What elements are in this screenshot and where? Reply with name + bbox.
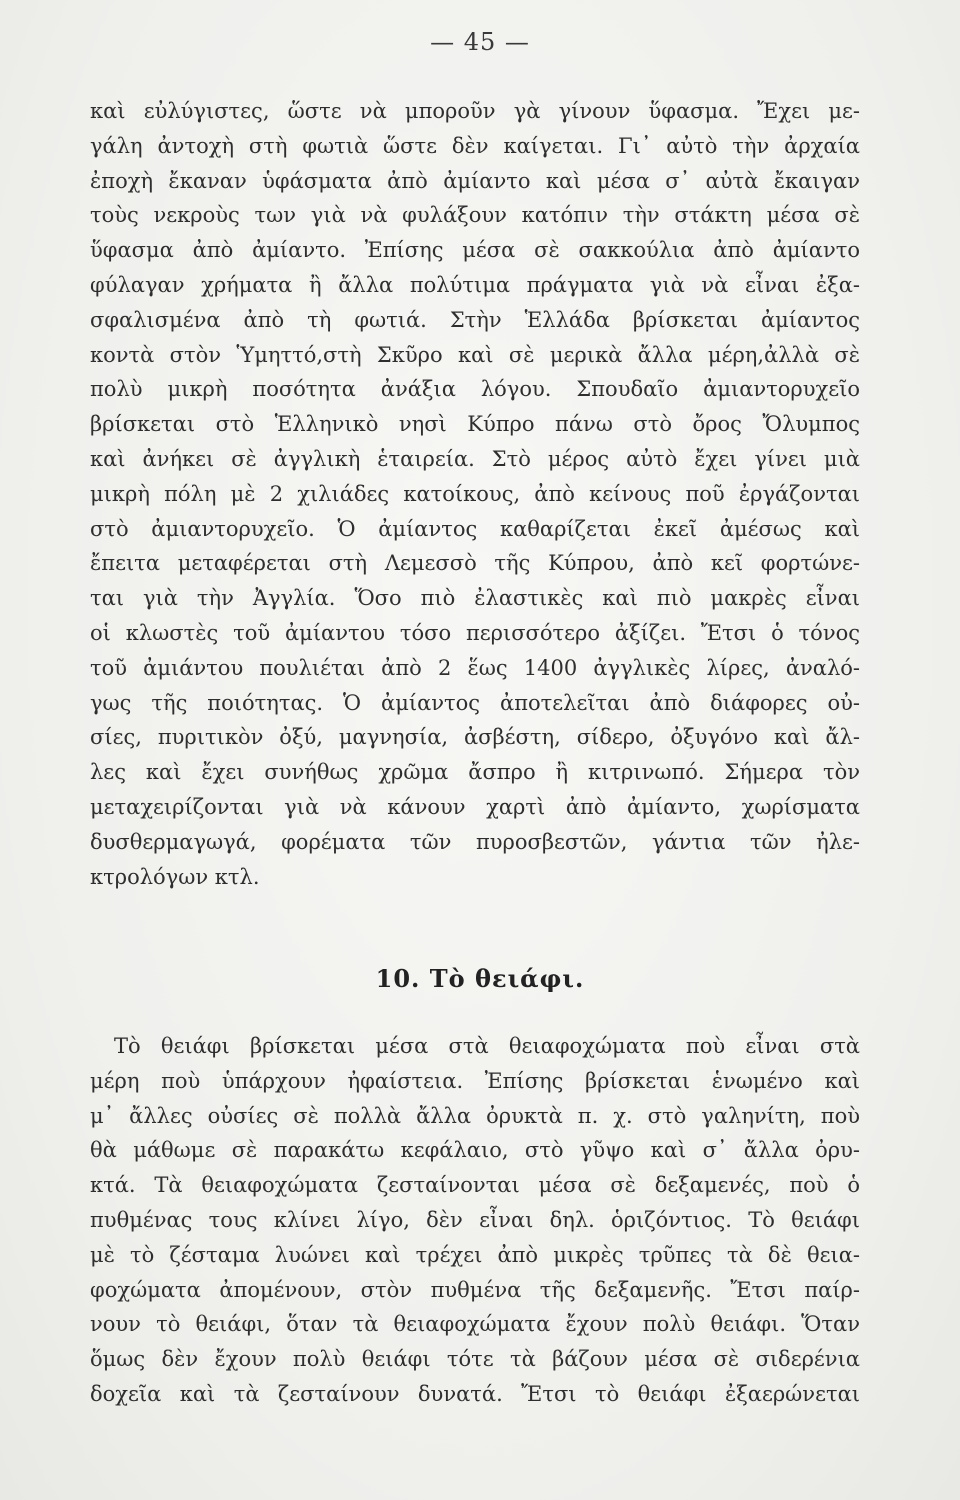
paragraph-sulfur [90, 1029, 860, 1412]
text-line: καὶ ἀνήκει σὲ ἀγγλικὴ ἑταιρεία. Στὸ μέρος αὐτὸ ἔχει γίνει μιὰ [90, 446, 860, 471]
text-line: Τὸ θειάφι βρίσκεται μέσα στὰ θειαφοχώματα ποὺ εἶναι στὰ [114, 1034, 860, 1058]
text-line: τοῦ ἀμιάντου πουλιέται ἀπὸ 2 ἕως 1400 ἀγγλικὲς λίρες, ἀναλό- [90, 655, 860, 680]
text-line: φοχώματα ἀπομένουν, στὸν πυθμένα τῆς δεξαμενῆς. Ἔτσι παίρ- [90, 1277, 860, 1302]
text-line: φύλαγαν χρήματα ἢ ἄλλα πολύτιμα πράγματα γιὰ νὰ εἶναι ἐξα- [90, 272, 860, 297]
text-line: δοχεῖα καὶ τὰ ζεσταίνουν δυνατά. Ἔτσι τὸ θειάφι ἐξαερώνεται [90, 1381, 860, 1406]
text-line: σίες, πυριτικὸν ὀξύ, μαγνησία, ἀσβέστη, σίδερο, ὀξυγόνο καὶ ἄλ- [90, 725, 860, 750]
text-line: βρίσκεται στὸ Ἑλληνικὸ νησὶ Κύπρο πάνω στὸ ὄρος Ὄλυμπος [90, 412, 860, 437]
text-line: μέρη ποὺ ὑπάρχουν ἠφαίστεια. Ἐπίσης βρίσκεται ἑνωμένο καὶ [90, 1068, 860, 1093]
text-line: γως τῆς ποιότητας. Ὁ ἀμίαντος ἀποτελεῖται ἀπὸ διάφορες οὐ- [90, 690, 860, 715]
text-line: μ᾽ ἄλλες οὐσίες σὲ πολλὰ ἄλλα ὀρυκτὰ π. χ. στὸ γαληνίτη, ποὺ [90, 1103, 860, 1128]
text-line: κτρολόγων κτλ. [90, 864, 260, 889]
text-line: λες καὶ ἔχει συνήθως χρῶμα ἄσπρο ἢ κιτρινωπό. Σήμερα τὸν [90, 760, 860, 785]
text-line: οἱ κλωστὲς τοῦ ἀμίαντου τόσο περισσότερο ἀξίζει. Ἔτσι ὁ τόνος [90, 620, 860, 645]
text-line: θὰ μάθωμε σὲ παρακάτω κεφάλαιο, στὸ γῦψο καὶ σ᾽ ἄλλα ὀρυ- [90, 1138, 860, 1163]
section-heading: 10. Τὸ θειάφι. [375, 964, 585, 993]
text-line: κτά. Τὰ θειαφοχώματα ζεσταίνονται μέσα σὲ δεξαμενές, ποὺ ὁ [90, 1173, 860, 1198]
text-line: πολὺ μικρὴ ποσότητα ἀνάξια λόγου. Σπουδαῖο ἀμιαντορυχεῖο [90, 377, 860, 402]
paragraph-asbestos [90, 94, 860, 894]
text-line: τοὺς νεκροὺς των γιὰ νὰ φυλάξουν κατόπιν τὴν στάκτη μέσα σὲ [90, 203, 860, 228]
text-line: γάλη ἀντοχὴ στὴ φωτιὰ ὥστε δὲν καίγεται. Γι᾽ αὐτὸ τὴν ἀρχαία [90, 133, 860, 158]
text-line: ἔπειτα μεταφέρεται στὴ Λεμεσσὸ τῆς Κύπρου, ἀπὸ κεῖ φορτώνε- [90, 551, 860, 576]
text-line: ται γιὰ τὴν Ἀγγλία. Ὅσο πιὸ ἐλαστικὲς καὶ πιὸ μακρὲς εἶναι [90, 586, 860, 611]
text-line: μὲ τὸ ζέσταμα λυώνει καὶ τρέχει ἀπὸ μικρὲς τρῦπες τὰ δὲ θεια- [90, 1242, 860, 1267]
text-line: δυσθερμαγωγά, φορέματα τῶν πυροσβεστῶν, γάντια τῶν ἠλε- [90, 829, 860, 854]
text-line: καὶ εὐλύγιστες, ὥστε νὰ μποροῦν γὰ γίνουν ὕφασμα. Ἔχει με- [90, 99, 860, 123]
text-line: κοντὰ στὸν Ὑμηττό,στὴ Σκῦρο καὶ σὲ μερικὰ ἄλλα μέρη,ἀλλὰ σὲ [90, 342, 860, 367]
text-line: ἐποχὴ ἔκαναν ὑφάσματα ἀπὸ ἀμίαντο καὶ μέσα σ᾽ αὐτὰ ἔκαιγαν [90, 168, 860, 193]
text-line: σφαλισμένα ἀπὸ τὴ φωτιά. Στὴν Ἑλλάδα βρίσκεται ἀμίαντος [90, 307, 860, 332]
page-number: — 45 — [430, 28, 530, 56]
text-line: ὕφασμα ἀπὸ ἀμίαντο. Ἐπίσης μέσα σὲ σακκούλια ἀπὸ ἀμίαντο [90, 238, 860, 263]
text-line: ὅμως δὲν ἔχουν πολὺ θειάφι τότε τὰ βάζουν μέσα σὲ σιδερένια [90, 1347, 860, 1372]
text-line: μεταχειρίζονται γιὰ νὰ κάνουν χαρτὶ ἀπὸ ἀμίαντο, χωρίσματα [90, 794, 860, 819]
text-line: πυθμένας τους κλίνει λίγο, δὲν εἶναι δηλ. ὁριζόντιος. Τὸ θειάφι [90, 1207, 860, 1232]
text-line: στὸ ἀμιαντορυχεῖο. Ὁ ἀμίαντος καθαρίζεται ἐκεῖ ἀμέσως καὶ [90, 516, 860, 541]
text-line: νουν τὸ θειάφι, ὅταν τὰ θειαφοχώματα ἔχουν πολὺ θειάφι. Ὅταν [90, 1312, 860, 1337]
text-line: μικρὴ πόλη μὲ 2 χιλιάδες κατοίκους, ἀπὸ κείνους ποῦ ἐργάζονται [90, 481, 860, 506]
